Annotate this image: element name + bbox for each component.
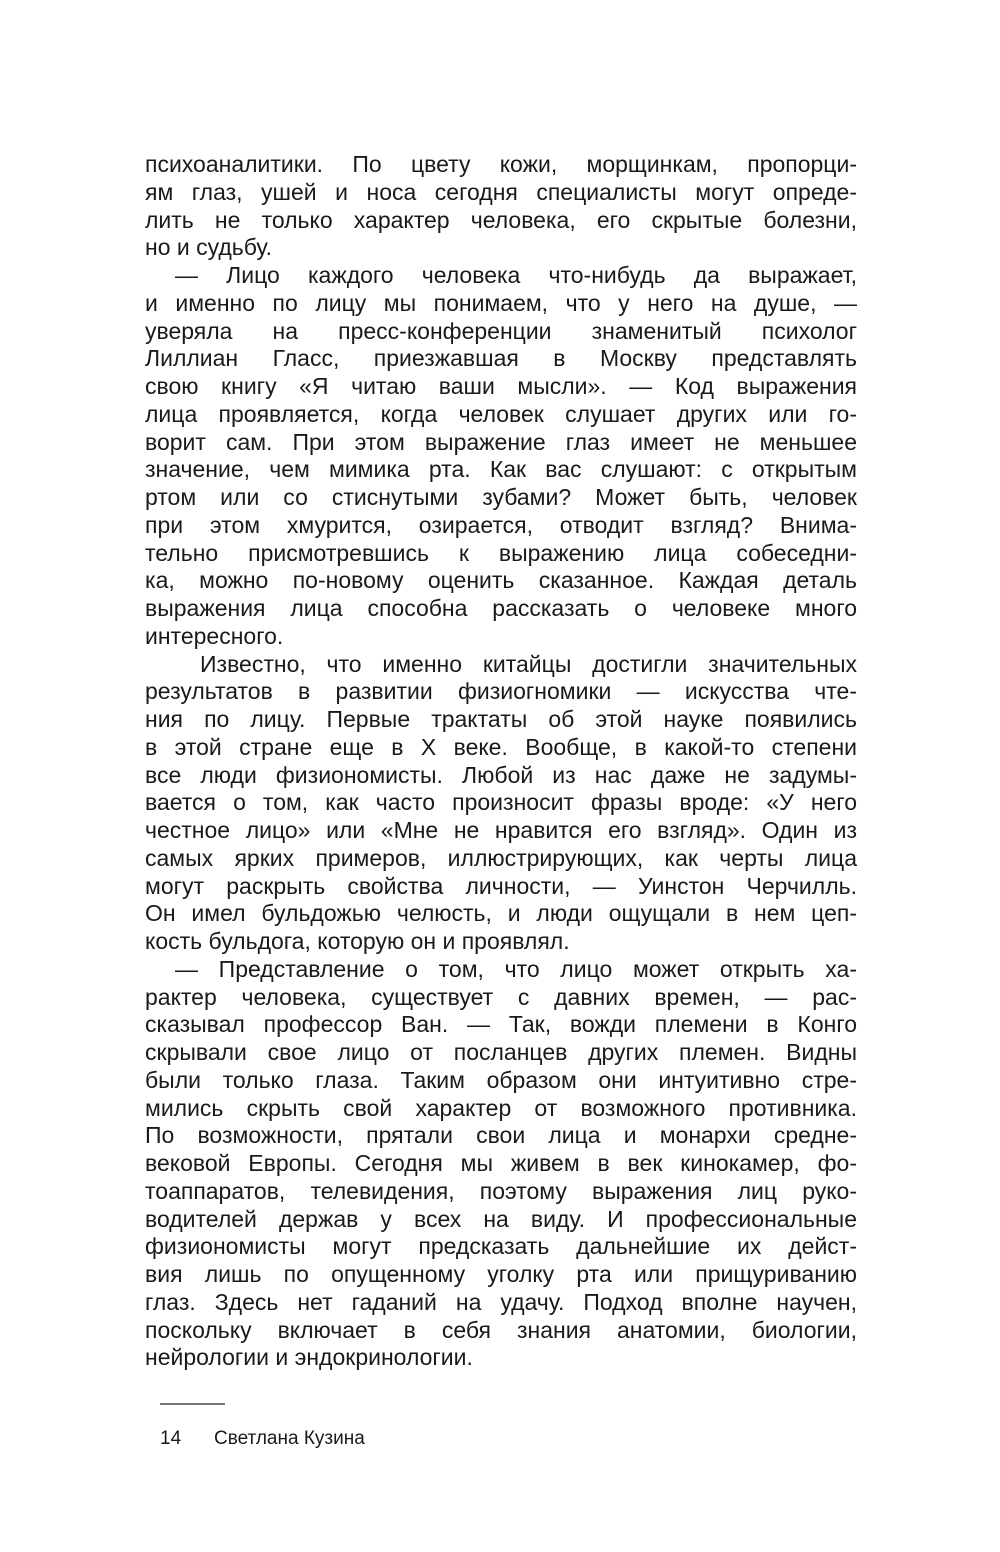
text-line: кость бульдога, которую он и проявлял. [145, 928, 570, 954]
page-footer [160, 1428, 560, 1452]
text-line: лить не только характер человека, его скрытые болезни, [145, 206, 857, 233]
text-line: тоаппаратов, телевидения, поэтому выражения лиц руко- [145, 1177, 857, 1204]
text-line: Он имел бульдожью челюсть, и люди ощущали в нем цеп- [145, 900, 857, 927]
text-line: но и судьбу. [145, 234, 273, 261]
text-line: Лиллиан Гласс, приезжавшая в Москву представлять [145, 345, 857, 372]
text-line: водителей держав у всех на виду. И профессиональные [145, 1205, 857, 1232]
text-line: — Представление о том, что лицо может открыть ха- [175, 955, 857, 982]
text-line: были только глаза. Таким образом они интуитивно стре- [145, 1066, 857, 1093]
text-line: ния по лицу. Первые трактаты об этой науке появились [145, 706, 857, 732]
text-line: все люди физиономисты. Любой из нас даже не задумы- [145, 761, 857, 788]
paragraph [145, 956, 857, 1372]
text-line: нейрологии и эндокринологии. [145, 1344, 473, 1371]
text-line: ка, можно по-новому оценить сказанное. Каждая деталь [145, 567, 857, 594]
page-number: 14 [160, 1428, 182, 1449]
text-line: уверяла на пресс-конференции знаменитый психолог [145, 317, 857, 344]
text-line: ворит сам. При этом выражение глаз имеет не меньшее [145, 428, 857, 455]
author-name: Светлана Кузина [214, 1428, 365, 1449]
text-line: тельно присмотревшись к выражению лица собеседни- [145, 539, 857, 566]
text-line: при этом хмурится, озирается, отводит взгляд? Внима- [145, 511, 857, 538]
text-line: рактер человека, существует с давних времен, — рас- [145, 983, 857, 1010]
footer-divider [160, 1403, 225, 1405]
paragraph [145, 151, 857, 262]
text-line: интересного. [145, 622, 284, 649]
paragraph [145, 262, 857, 651]
text-line: скрывали свое лицо от посланцев других племен. Видны [145, 1039, 857, 1065]
text-line: вается о том, как часто произносит фразы вроде: «У него [145, 789, 857, 816]
text-line: мились скрыть свой характер от возможного противника. [145, 1094, 857, 1121]
text-line: и именно по лицу мы понимаем, что у него на душе, — [145, 289, 857, 316]
text-line: ям глаз, ушей и носа сегодня специалисты могут опреде- [145, 178, 857, 205]
text-line: По возможности, прятали свои лица и монархи средне- [145, 1122, 857, 1149]
text-line: лица проявляется, когда человек слушает других или го- [145, 400, 857, 427]
text-line: значение, чем мимика рта. Как вас слушают: с открытым [145, 456, 857, 483]
paragraph [145, 651, 857, 956]
text-line: выражения лица способна рассказать о человеке много [145, 595, 857, 621]
text-line: честное лицо» или «Мне не нравится его взгляд». Один из [145, 817, 857, 843]
body-text [145, 151, 857, 1372]
text-line: в этой стране еще в X веке. Вообще, в какой-то степени [145, 733, 857, 760]
text-line: вия лишь по опущенному уголку рта или прищуриванию [145, 1261, 857, 1287]
text-line: Известно, что именно китайцы достигли значительных [200, 650, 857, 677]
text-line: психоаналитики. По цвету кожи, морщинкам, пропорци- [145, 151, 857, 177]
text-line: свою книгу «Я читаю ваши мысли». — Код выражения [145, 373, 857, 399]
text-line: глаз. Здесь нет гаданий на удачу. Подход вполне научен, [145, 1288, 857, 1315]
text-line: физиономисты могут предсказать дальнейшие их дейст- [145, 1233, 857, 1260]
text-line: результатов в развитии физиогномики — искусства чте- [145, 678, 857, 705]
text-line: могут раскрыть свойства личности, — Уинстон Черчилль. [145, 872, 857, 899]
text-line: — Лицо каждого человека что-нибудь да выражает, [175, 262, 857, 288]
text-line: ртом или со стиснутыми зубами? Может быть, человек [145, 484, 857, 510]
text-line: сказывал профессор Ван. — Так, вожди племени в Конго [145, 1011, 857, 1038]
text-line: вековой Европы. Сегодня мы живем в век кинокамер, фо- [145, 1150, 857, 1176]
text-line: поскольку включает в себя знания анатомии, биологии, [145, 1316, 857, 1343]
text-line: самых ярких примеров, иллюстрирующих, как черты лица [145, 844, 857, 871]
